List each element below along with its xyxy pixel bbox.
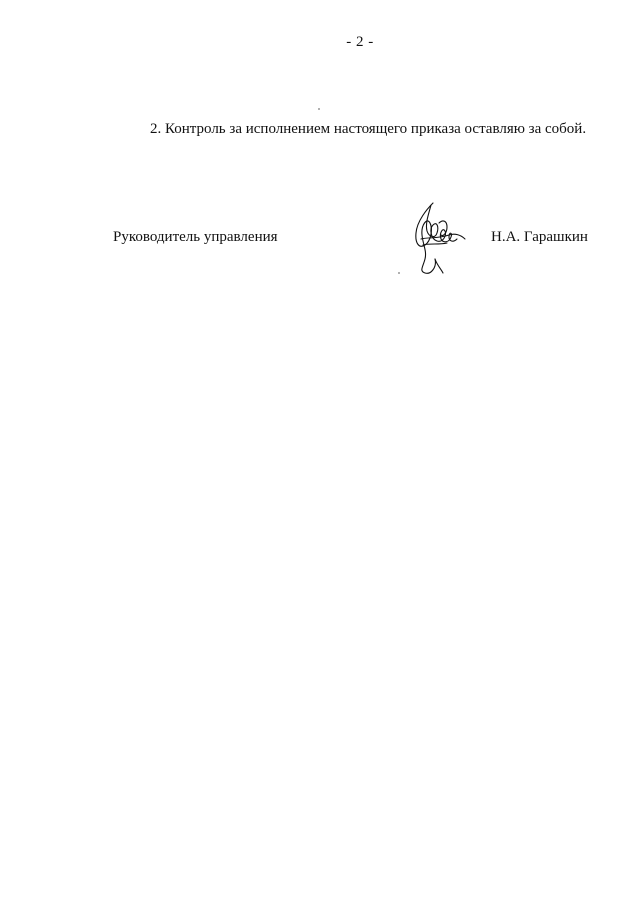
position-title: Руководитель управления: [113, 229, 278, 245]
handwritten-signature-icon: [403, 199, 473, 279]
signer-name: Н.А. Гарашкин: [491, 229, 588, 245]
scan-speck: [398, 272, 400, 274]
scan-speck: [318, 108, 320, 110]
control-paragraph: 2. Контроль за исполнением настоящего приказа оставляю за собой.: [150, 121, 587, 137]
signature-block: [0, 229, 640, 289]
page-number: - 2 -: [346, 34, 374, 50]
